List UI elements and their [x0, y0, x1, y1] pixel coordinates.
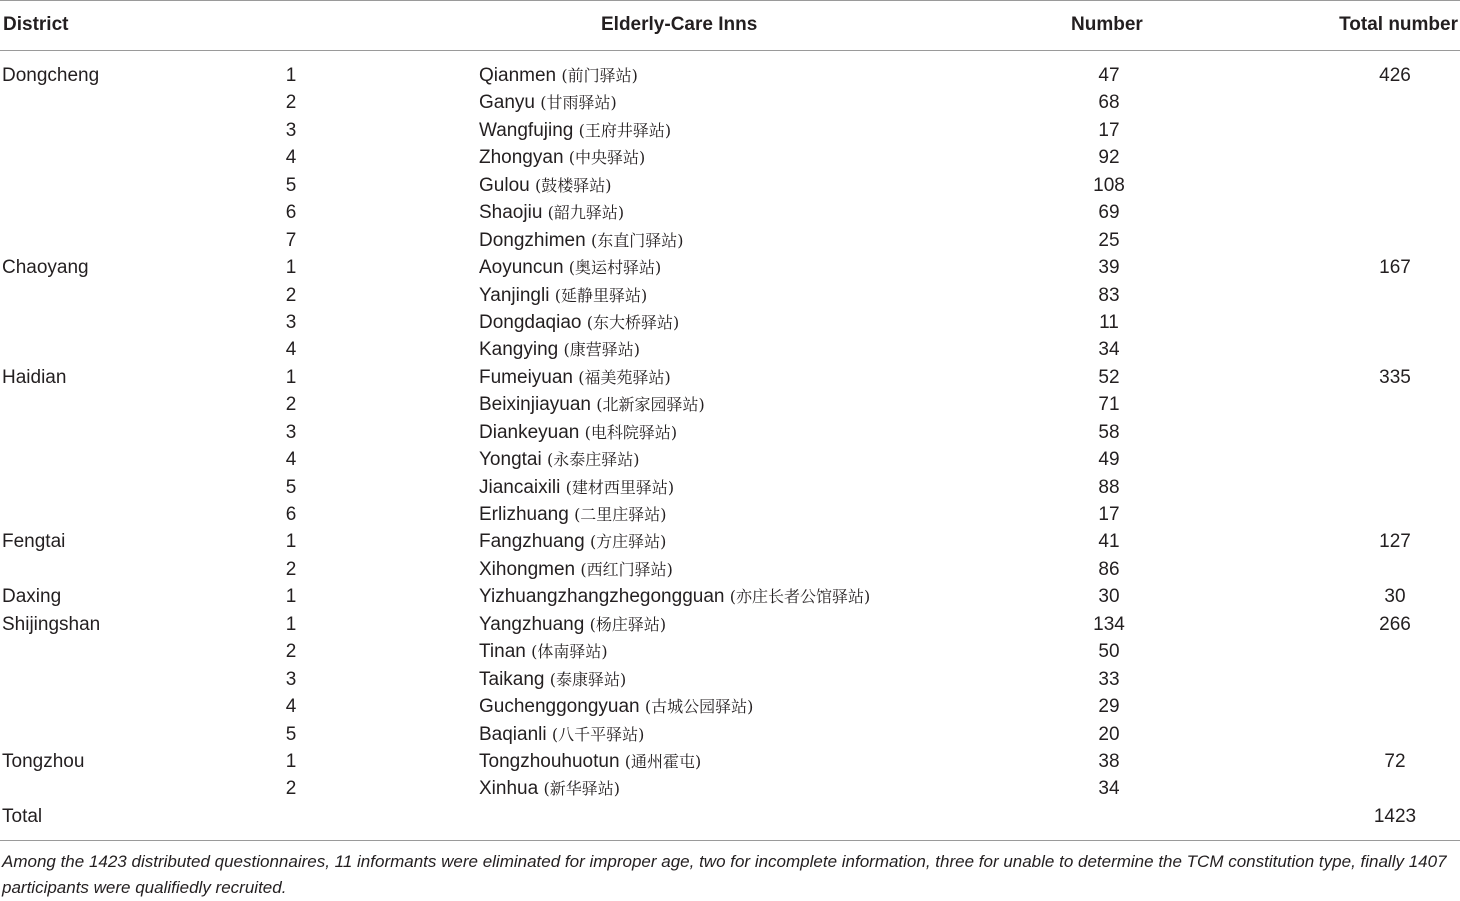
number-cell: 58 — [1098, 421, 1120, 443]
inn-cell — [479, 693, 753, 720]
number-cell: 108 — [1093, 174, 1125, 196]
number-cell: 134 — [1093, 613, 1125, 635]
inn-name: Yongtai — [479, 449, 542, 471]
number-cell: 25 — [1098, 229, 1120, 251]
table-footnote: Among the 1423 distributed questionnaires, 11 informants were eliminated for improper age, two for incomplete information, three for unable to determine the TCM constitution type, finally 1407 participants were qualifiedly recruited. — [2, 852, 1447, 897]
inn-cell — [479, 199, 624, 226]
inn-cell — [479, 501, 667, 528]
header-number: Number — [1071, 14, 1143, 35]
table-row — [0, 528, 1460, 555]
index-cell: 4 — [285, 339, 297, 361]
inn-name: Tongzhouhuotun — [479, 750, 620, 772]
inn-cell — [479, 89, 617, 116]
header-district: District — [3, 14, 69, 35]
number-cell: 20 — [1098, 723, 1120, 745]
inn-chinese-name: (杨庄驿站) — [589, 614, 667, 634]
total-number-cell: 127 — [1379, 531, 1411, 553]
inn-cell — [479, 364, 671, 391]
index-cell: 1 — [285, 750, 297, 772]
table-row — [0, 638, 1460, 665]
table-row — [0, 721, 1460, 748]
inn-chinese-name: (康营驿站) — [563, 340, 641, 360]
district-cell: Chaoyang — [2, 257, 89, 279]
table-body — [0, 62, 1460, 830]
index-cell: 1 — [285, 257, 297, 279]
table-top-rule — [0, 0, 1460, 1]
district-cell: Total — [2, 805, 43, 827]
inn-name: Taikang — [479, 668, 545, 690]
index-cell: 2 — [285, 558, 297, 580]
number-cell: 88 — [1098, 476, 1120, 498]
table-row — [0, 62, 1460, 89]
number-cell: 17 — [1098, 504, 1120, 525]
total-number-cell: 335 — [1379, 366, 1411, 388]
inn-chinese-name: (体南驿站) — [531, 642, 608, 662]
table-row — [0, 282, 1460, 309]
index-cell: 3 — [285, 311, 297, 333]
number-cell: 34 — [1098, 778, 1120, 800]
inn-chinese-name: (奥运村驿站) — [568, 258, 662, 278]
inn-cell — [479, 775, 620, 802]
inn-chinese-name: (通州霍屯) — [624, 751, 702, 771]
inn-chinese-name: (方庄驿站) — [589, 532, 667, 552]
index-cell: 1 — [285, 366, 297, 388]
table-row — [0, 775, 1460, 802]
index-cell: 5 — [285, 723, 297, 745]
index-cell: 1 — [285, 586, 297, 608]
district-cell: Haidian — [2, 366, 67, 388]
number-cell: 30 — [1098, 586, 1120, 608]
inn-cell — [479, 638, 608, 665]
table-bottom-rule — [0, 840, 1460, 841]
inn-cell — [479, 117, 671, 144]
number-cell: 69 — [1098, 202, 1120, 224]
inn-cell — [479, 528, 666, 555]
number-cell: 29 — [1098, 696, 1120, 718]
inn-cell — [479, 748, 701, 775]
number-cell: 92 — [1098, 147, 1120, 169]
inn-name: Zhongyan — [479, 147, 564, 169]
inn-chinese-name: (东直门驿站) — [590, 230, 684, 250]
table-row — [0, 446, 1460, 473]
number-cell: 52 — [1098, 366, 1120, 388]
index-cell: 7 — [285, 229, 297, 251]
table-row — [0, 117, 1460, 144]
number-cell: 39 — [1098, 257, 1120, 279]
number-cell: 38 — [1098, 750, 1120, 772]
inn-name: Aoyuncun — [479, 257, 564, 279]
table-row — [0, 693, 1460, 720]
inn-chinese-name: (北新家园驿站) — [596, 395, 705, 415]
number-cell: 34 — [1098, 339, 1120, 361]
index-cell: 5 — [285, 476, 297, 498]
inn-name: Yizhuangzhangzhegongguan — [479, 586, 725, 608]
inn-chinese-name: (中央驿站) — [568, 148, 646, 168]
inn-name: Ganyu — [479, 92, 535, 114]
inn-name: Shaojiu — [479, 202, 543, 224]
index-cell: 3 — [285, 668, 297, 690]
inn-name: Qianmen — [479, 65, 557, 86]
inn-name: Tinan — [479, 641, 526, 663]
number-cell: 11 — [1099, 311, 1119, 333]
inn-chinese-name: (东大桥驿站) — [586, 312, 680, 332]
inn-chinese-name: (亦庄长者公馆驿站) — [729, 587, 871, 607]
district-cell: Tongzhou — [2, 750, 85, 772]
inn-chinese-name: (电科院驿站) — [584, 422, 678, 442]
inn-name: Erlizhuang — [479, 504, 569, 525]
index-cell: 4 — [285, 696, 297, 718]
total-number-cell: 266 — [1379, 613, 1411, 635]
number-cell: 17 — [1098, 119, 1120, 141]
inn-name: Guchenggongyuan — [479, 696, 640, 718]
inn-chinese-name: (永泰庄驿站) — [546, 450, 640, 470]
inn-chinese-name: (建材西里驿站) — [565, 477, 675, 497]
district-cell: Fengtai — [2, 531, 66, 553]
table-row — [0, 172, 1460, 199]
table-row — [0, 666, 1460, 693]
inn-cell — [479, 666, 626, 693]
table-row — [0, 391, 1460, 418]
inn-name: Gulou — [479, 174, 530, 196]
table-header-rule — [0, 50, 1460, 51]
table-row — [0, 748, 1460, 775]
inn-name: Dongzhimen — [479, 229, 586, 251]
inn-chinese-name: (古城公园驿站) — [644, 697, 754, 717]
inn-cell — [479, 172, 611, 199]
total-number-cell: 426 — [1379, 65, 1411, 86]
inn-chinese-name: (二里庄驿站) — [574, 505, 667, 524]
table-row — [0, 309, 1460, 336]
district-cell: Daxing — [2, 586, 62, 608]
inn-name: Xihongmen — [479, 558, 576, 580]
table-row — [0, 556, 1460, 583]
inn-cell — [479, 62, 638, 89]
index-cell: 2 — [285, 778, 297, 800]
number-cell: 41 — [1098, 531, 1120, 553]
number-cell: 50 — [1098, 641, 1120, 663]
table-header — [0, 14, 1460, 40]
inn-chinese-name: (王府井驿站) — [578, 120, 672, 140]
inn-name: Yanjingli — [479, 284, 550, 306]
table-row — [0, 89, 1460, 116]
inn-chinese-name: (韶九驿站) — [547, 203, 625, 223]
inn-name: Baqianli — [479, 723, 547, 745]
inn-cell — [479, 227, 683, 254]
table-row — [0, 144, 1460, 171]
table-row — [0, 419, 1460, 446]
index-cell: 5 — [285, 174, 297, 196]
inn-name: Dongdaqiao — [479, 311, 582, 333]
inn-cell — [479, 419, 677, 446]
inn-cell — [479, 309, 679, 336]
inn-chinese-name: (泰康驿站) — [549, 669, 627, 689]
index-cell: 1 — [285, 531, 297, 553]
index-cell: 3 — [285, 119, 297, 141]
table-row — [0, 611, 1460, 638]
inn-chinese-name: (福美苑驿站) — [578, 367, 671, 387]
inn-chinese-name: (鼓楼驿站) — [534, 175, 612, 195]
inn-chinese-name: (西红门驿站) — [580, 559, 673, 579]
table-row — [0, 583, 1460, 610]
index-cell: 1 — [285, 65, 297, 86]
number-cell: 49 — [1098, 449, 1120, 471]
inn-name: Fangzhuang — [479, 531, 585, 553]
inn-chinese-name: (新华驿站) — [543, 779, 620, 799]
inn-chinese-name: (甘雨驿站) — [540, 93, 617, 113]
inn-cell — [479, 391, 705, 418]
number-cell: 83 — [1098, 284, 1120, 306]
inn-chinese-name: (延静里驿站) — [554, 285, 648, 305]
inn-name: Kangying — [479, 339, 559, 361]
number-cell: 71 — [1098, 394, 1120, 416]
total-number-cell: 167 — [1379, 257, 1411, 279]
total-number-cell: 1423 — [1373, 805, 1417, 827]
number-cell: 86 — [1098, 558, 1120, 580]
index-cell: 3 — [285, 421, 297, 443]
inn-cell — [479, 583, 870, 610]
inn-name: Diankeyuan — [479, 421, 580, 443]
number-cell: 47 — [1098, 65, 1120, 86]
table-row — [0, 364, 1460, 391]
table-row — [0, 336, 1460, 363]
table-row — [0, 199, 1460, 226]
inn-name: Wangfujing — [479, 119, 574, 141]
table-row — [0, 474, 1460, 501]
header-elderly-care-inns: Elderly-Care Inns — [601, 14, 758, 35]
inn-name: Xinhua — [479, 778, 539, 800]
index-cell: 2 — [285, 92, 297, 114]
inn-cell — [479, 144, 645, 171]
inn-cell — [479, 721, 644, 748]
total-number-cell: 72 — [1384, 750, 1406, 772]
inn-cell — [479, 446, 639, 473]
inn-cell — [479, 254, 661, 281]
district-cell: Shijingshan — [2, 613, 101, 635]
inn-name: Beixinjiayuan — [479, 394, 591, 416]
index-cell: 2 — [285, 394, 297, 416]
table-row — [0, 501, 1460, 528]
table-row — [0, 227, 1460, 254]
inn-cell — [479, 611, 666, 638]
index-cell: 4 — [285, 147, 297, 169]
inn-name: Fumeiyuan — [479, 366, 573, 388]
number-cell: 68 — [1098, 92, 1120, 114]
inn-cell — [479, 474, 674, 501]
index-cell: 1 — [285, 613, 297, 635]
inn-name: Yangzhuang — [479, 613, 585, 635]
inn-name: Jiancaixili — [479, 476, 561, 498]
number-cell: 33 — [1098, 668, 1120, 690]
inn-cell — [479, 282, 647, 309]
inn-cell — [479, 336, 640, 363]
inn-chinese-name: (前门驿站) — [561, 66, 638, 85]
inn-chinese-name: (八千平驿站) — [551, 724, 645, 744]
total-number-cell: 30 — [1384, 586, 1406, 608]
district-cell: Dongcheng — [2, 65, 100, 86]
index-cell: 2 — [285, 641, 297, 663]
index-cell: 4 — [285, 449, 297, 471]
inn-cell — [479, 556, 673, 583]
index-cell: 6 — [285, 504, 297, 525]
table-row — [0, 254, 1460, 281]
table-row — [0, 803, 1460, 830]
index-cell: 2 — [285, 284, 297, 306]
index-cell: 6 — [285, 202, 297, 224]
header-total-number: Total number — [1339, 14, 1458, 35]
